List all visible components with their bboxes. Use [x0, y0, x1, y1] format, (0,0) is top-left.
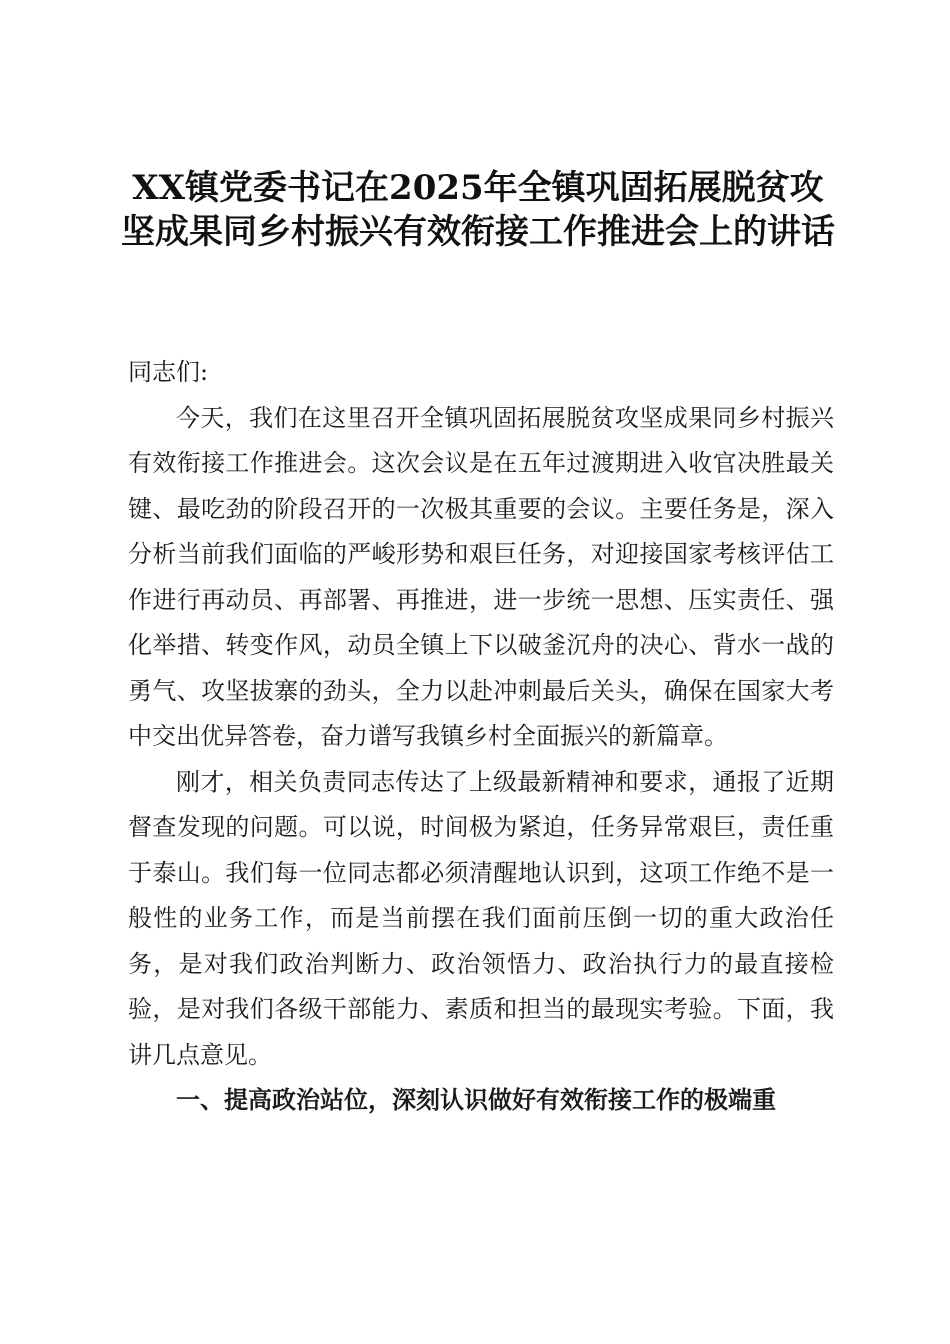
salutation: 同志们: — [128, 358, 209, 386]
document-title: XX镇党委书记在2025年全镇巩固拓展脱贫攻坚成果同乡村振兴有效衔接工作推进会上的讲话 — [121, 168, 835, 252]
section-heading: 一、提高政治站位，深刻认识做好有效衔接工作的极端重 — [176, 1086, 776, 1114]
paragraph-context: 刚才，相关负责同志传达了上级最新精神和要求，通报了近期督查发现的问题。可以说，时间极为紧迫，任务异常艰巨，责任重于泰山。我们每一位同志都必须清醒地认识到，这项工作绝不是一般性的业务工作，而是当前摆在我们面前压倒一切的重大政治任务，是对我们政治判断力、政治领悟力、政治执行力的最直接检验，是对我们各级干部能力、素质和担当的最现实考验。下面，我讲几点意见。 — [128, 767, 834, 1069]
document-body — [128, 350, 834, 1124]
paragraph-opening: 今天，我们在这里召开全镇巩固拓展脱贫攻坚成果同乡村振兴有效衔接工作推进会。这次会议是在五年过渡期进入收官决胜最关键、最吃劲的阶段召开的一次极其重要的会议。主要任务是，深入分析当前我们面临的严峻形势和艰巨任务，对迎接国家考核评估工作进行再动员、再部署、再推进，进一步统一思想、压实责任、强化举措、转变作风，动员全镇上下以破釜沉舟的决心、背水一战的勇气、攻坚拔寨的劲头，全力以赴冲刺最后关头，确保在国家大考中交出优异答卷，奋力谱写我镇乡村全面振兴的新篇章。 — [128, 403, 834, 750]
